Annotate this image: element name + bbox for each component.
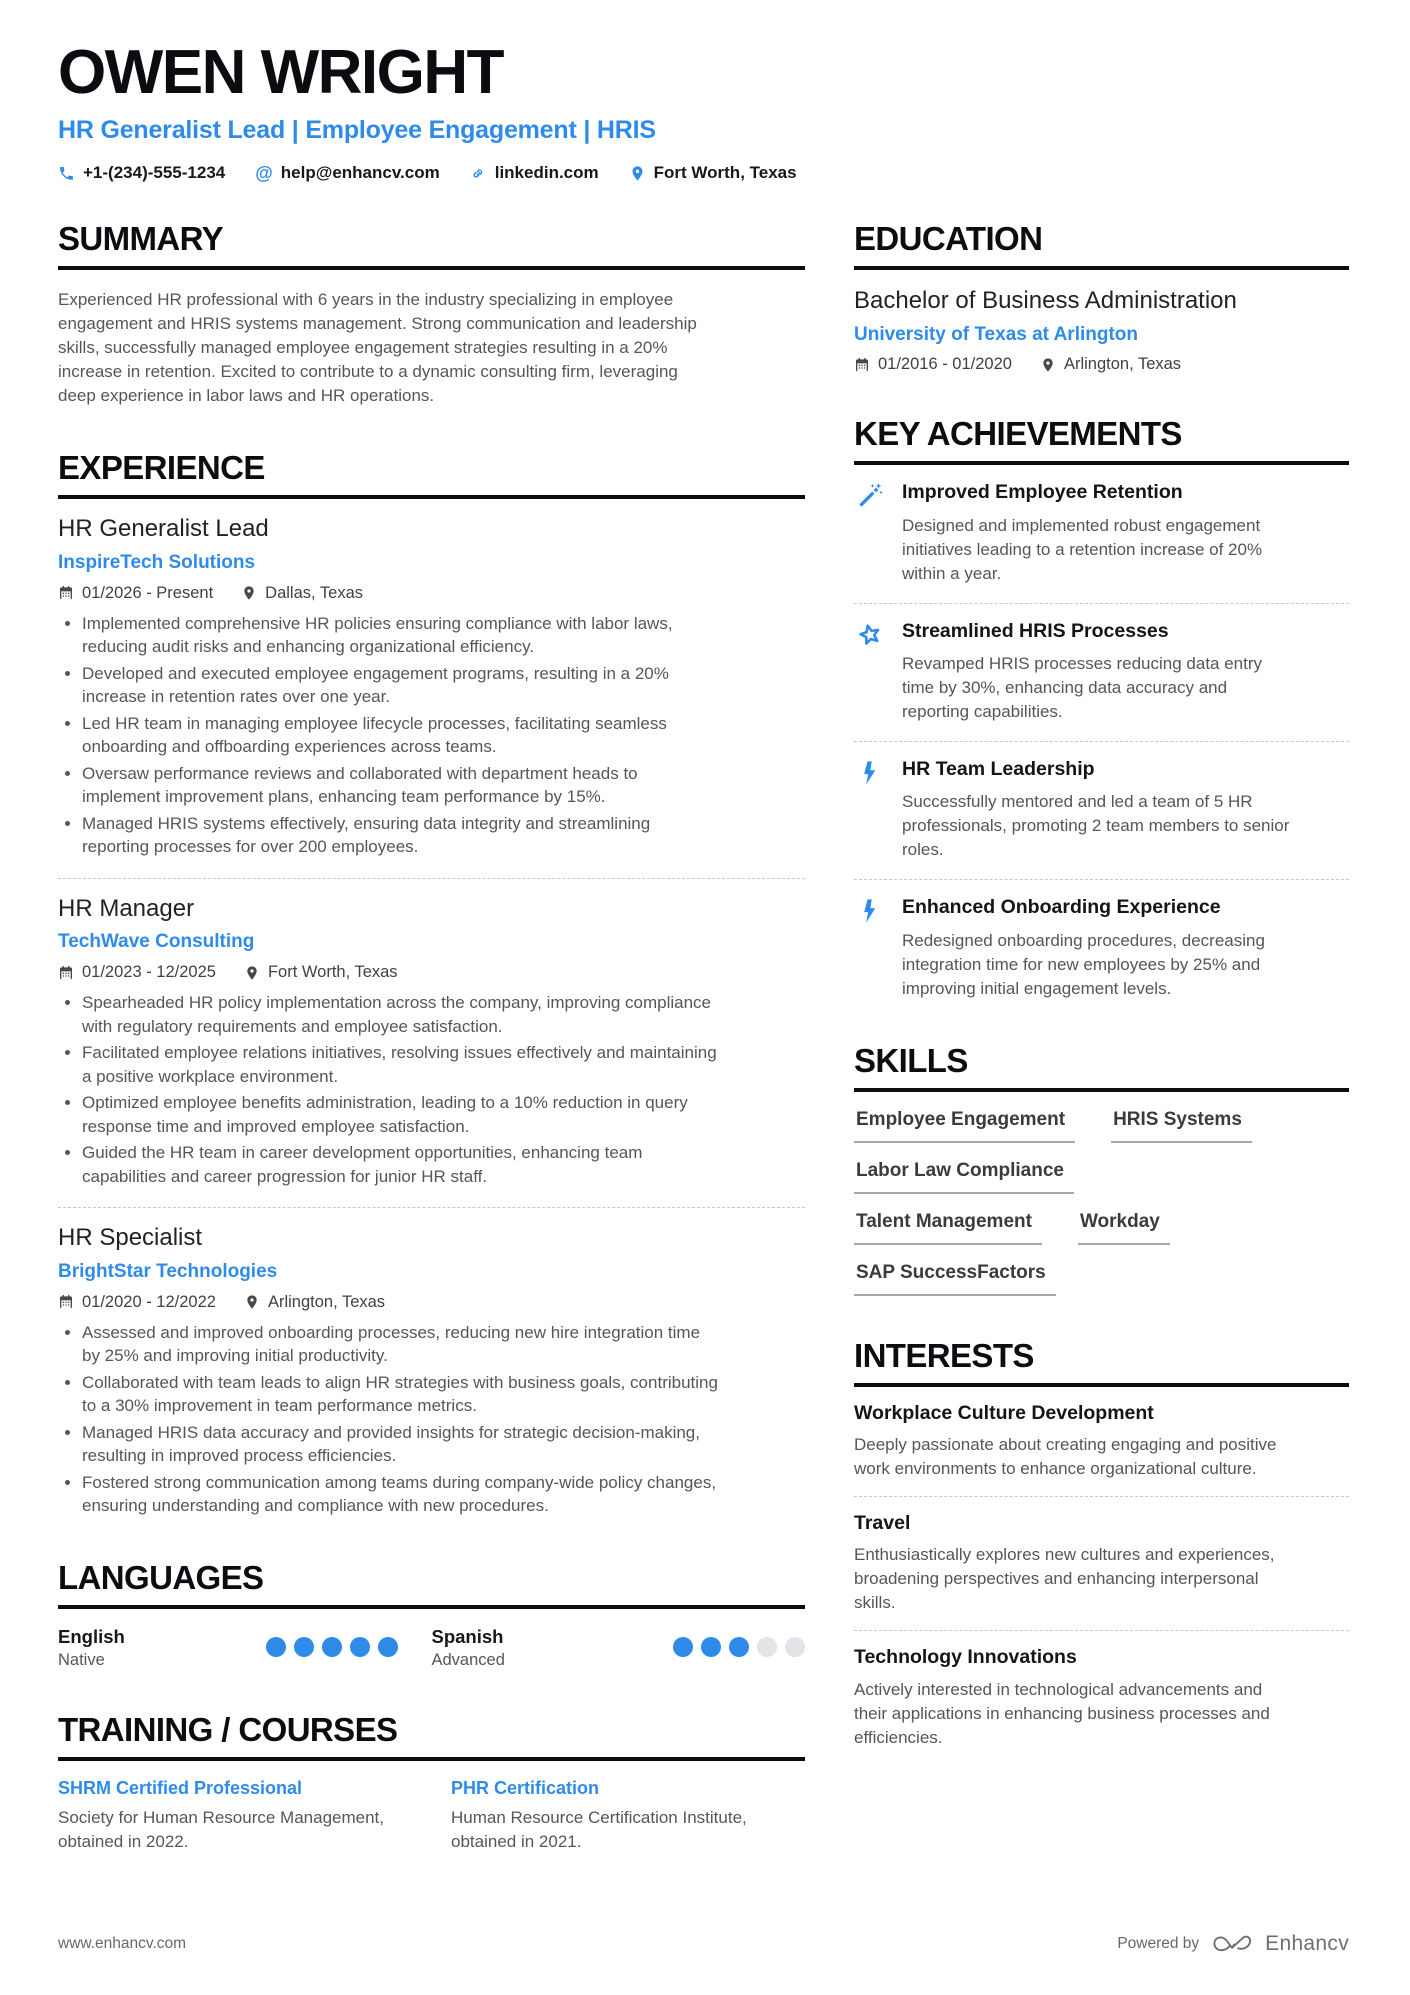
education-location (1040, 355, 1181, 374)
training-description: Society for Human Resource Management, obtained in 2022. (58, 1808, 384, 1852)
interest-description: Deeply passionate about creating engaging and positive work environments to enhance organizational culture. (854, 1434, 1277, 1478)
achievement-item (854, 880, 1349, 1000)
experience-list (58, 499, 805, 1518)
location-pin-icon (244, 965, 260, 981)
job-dates (58, 963, 216, 982)
candidate-title: HR Generalist Lead | Employee Engagement | HRIS (58, 116, 656, 144)
job-location (244, 1293, 385, 1312)
contact-item[interactable] (255, 163, 439, 183)
achievement-item (854, 604, 1349, 742)
contact-text: +1-(234)-555-1234 (83, 163, 226, 182)
interest-description: Enthusiastically explores new cultures and experiences, broadening perspectives and enhancing interpersonal skills. (854, 1545, 1275, 1613)
level-dot (378, 1637, 398, 1657)
job-company: BrightStar Technologies (58, 1260, 278, 1282)
interest-title: Workplace Culture Development (854, 1401, 1154, 1424)
bullet-item: Guided the HR team in career development opportunities, enhancing team capabilities and career progression for junior HR staff. (58, 1141, 718, 1188)
phone-icon (58, 165, 75, 182)
job-dates (58, 1293, 216, 1312)
interest-title: Travel (854, 1511, 911, 1534)
left-column (58, 185, 805, 1854)
achievement-description: Designed and implemented robust engagement initiatives leading to a retention increase of 20% within a year. (902, 515, 1263, 583)
languages-heading: LANGUAGES (58, 1560, 805, 1609)
bullet-item: Managed HRIS systems effectively, ensuring data integrity and streamlining reporting processes for over 200 employees. (58, 812, 718, 859)
education-meta (854, 355, 1349, 374)
star-icon (856, 621, 884, 654)
location-pin-icon (241, 585, 257, 601)
resume-body (58, 185, 1349, 1854)
powered-by-label: Powered by (1117, 1935, 1200, 1952)
contact-text: Fort Worth, Texas (653, 163, 797, 182)
languages-list (58, 1625, 805, 1670)
bullet-item: Spearheaded HR policy implementation across the company, improving compliance with regulatory requirements and employee satisfaction. (58, 991, 718, 1038)
job-dates (58, 584, 213, 603)
level-dot (757, 1637, 777, 1657)
bullet-item: Led HR team in managing employee lifecycle processes, facilitating seamless onboarding and offboarding experiences across teams. (58, 712, 718, 759)
contact-row (58, 163, 1349, 183)
right-column (854, 185, 1349, 1854)
interests-heading: INTERESTS (854, 1338, 1349, 1387)
level-dots (673, 1637, 805, 1657)
contact-item (629, 163, 797, 183)
experience-section (58, 450, 805, 1518)
bullet-item: Collaborated with team leads to align HR strategies with business goals, contributing to a 30% improvement in team performance metrics. (58, 1371, 718, 1418)
job-location-text: Arlington, Texas (267, 1292, 386, 1311)
resume-header (58, 38, 1349, 183)
contact-text: help@enhancv.com (280, 163, 440, 182)
language-label (58, 1625, 125, 1670)
summary-heading: SUMMARY (58, 221, 805, 270)
language-name: Spanish (431, 1625, 504, 1647)
skill-item: Workday (1078, 1211, 1170, 1245)
bullet-item: Optimized employee benefits administration, leading to a 10% reduction in query response time and improved employee satisfaction. (58, 1091, 718, 1138)
language-name: English (58, 1625, 125, 1647)
magic-wand-icon (856, 482, 884, 515)
achievements-list (854, 465, 1349, 1001)
interest-item (854, 1631, 1349, 1749)
achievement-title: HR Team Leadership (902, 757, 1095, 780)
candidate-name: OWEN WRIGHT (58, 38, 503, 107)
job-bullets (58, 612, 718, 859)
job-title: HR Manager (58, 894, 195, 922)
skill-item: HRIS Systems (1111, 1109, 1252, 1143)
link-icon (470, 165, 487, 182)
level-dot (785, 1637, 805, 1657)
lightning-icon (856, 897, 884, 930)
bullet-item: Fostered strong communication among teams during company-wide policy changes, ensuring understanding and compliance with new procedures. (58, 1471, 718, 1518)
skills-row (854, 1109, 1349, 1143)
level-dot (673, 1637, 693, 1657)
job-location-text: Fort Worth, Texas (267, 963, 398, 982)
skill-item: Employee Engagement (854, 1109, 1075, 1143)
page-footer (58, 1931, 1349, 1957)
job-company: InspireTech Solutions (58, 551, 256, 573)
location-pin-icon (1040, 357, 1056, 373)
achievements-heading: KEY ACHIEVEMENTS (854, 416, 1349, 465)
skills-row (854, 1211, 1349, 1245)
achievement-item (854, 465, 1349, 603)
interest-title: Technology Innovations (854, 1646, 1077, 1669)
job-meta (58, 1293, 805, 1312)
interest-item (854, 1387, 1349, 1497)
experience-heading: EXPERIENCE (58, 450, 805, 499)
interests-section (854, 1338, 1349, 1750)
level-dot (701, 1637, 721, 1657)
level-dot (729, 1637, 749, 1657)
skills-heading: SKILLS (854, 1043, 1349, 1092)
level-dot (266, 1637, 286, 1657)
bullet-item: Assessed and improved onboarding processes, reducing new hire integration time by 25% and improving initial productivity. (58, 1321, 718, 1368)
language-level: Native (58, 1650, 105, 1669)
language-item (432, 1625, 806, 1670)
language-level: Advanced (431, 1650, 505, 1669)
achievement-description: Revamped HRIS processes reducing data entry time by 30%, enhancing data accuracy and reporting capabilities. (902, 653, 1263, 721)
degree-title: Bachelor of Business Administration (854, 286, 1237, 314)
interest-item (854, 1497, 1349, 1631)
experience-entry (58, 879, 805, 1209)
job-title: HR Generalist Lead (58, 514, 269, 542)
interests-list (854, 1387, 1349, 1750)
calendar-icon (58, 585, 74, 601)
level-dot (294, 1637, 314, 1657)
achievements-section (854, 416, 1349, 1000)
bullet-item: Facilitated employee relations initiatives, resolving issues effectively and maintaining a positive workplace environment. (58, 1041, 718, 1088)
footer-website-link[interactable]: www.enhancv.com (58, 1935, 187, 1952)
skills-list (854, 1109, 1349, 1296)
education-dates-text: 01/2016 - 01/2020 (878, 355, 1012, 374)
job-location (244, 963, 398, 982)
at-icon: @ (255, 163, 273, 183)
calendar-icon (854, 357, 870, 373)
achievement-title: Enhanced Onboarding Experience (902, 896, 1221, 919)
job-dates-text: 01/2020 - 12/2022 (82, 1292, 216, 1311)
training-title: SHRM Certified Professional (58, 1777, 303, 1798)
achievement-title: Streamlined HRIS Processes (902, 619, 1169, 642)
summary-section (58, 221, 805, 408)
achievement-description: Successfully mentored and led a team of 5 HR professionals, promoting 2 team members to senior roles. (902, 792, 1290, 860)
training-heading: TRAINING / COURSES (58, 1712, 805, 1761)
skill-item: SAP SuccessFactors (854, 1262, 1056, 1296)
skills-row (854, 1160, 1349, 1194)
training-item (451, 1777, 804, 1854)
level-dots (266, 1637, 398, 1657)
achievement-title: Improved Employee Retention (902, 481, 1183, 504)
experience-entry (58, 1208, 805, 1518)
job-title: HR Specialist (58, 1224, 203, 1252)
level-dot (322, 1637, 342, 1657)
language-label (432, 1625, 505, 1670)
enhancv-logo-icon (1211, 1931, 1253, 1957)
job-bullets (58, 991, 718, 1188)
calendar-icon (58, 965, 74, 981)
contact-item[interactable] (470, 163, 599, 183)
skills-section (854, 1043, 1349, 1296)
training-title: PHR Certification (451, 1777, 600, 1798)
calendar-icon (58, 1294, 74, 1310)
experience-entry (58, 499, 805, 879)
skill-item: Talent Management (854, 1211, 1042, 1245)
training-list (58, 1777, 805, 1854)
job-meta (58, 963, 805, 982)
training-section (58, 1712, 805, 1854)
bullet-item: Implemented comprehensive HR policies ensuring compliance with labor laws, reducing audit risks and enhancing organizational efficiency. (58, 612, 718, 659)
education-dates (854, 355, 1012, 374)
job-dates-text: 01/2023 - 12/2025 (82, 963, 216, 982)
location-pin-icon (244, 1294, 260, 1310)
education-location-text: Arlington, Texas (1063, 355, 1182, 374)
language-item (58, 1625, 432, 1670)
languages-section (58, 1560, 805, 1670)
powered-by (1117, 1931, 1349, 1957)
education-heading: EDUCATION (854, 221, 1349, 270)
bullet-item: Managed HRIS data accuracy and provided insights for strategic decision-making, resulting in improved process efficiencies. (58, 1421, 718, 1468)
education-section (854, 221, 1349, 374)
training-description: Human Resource Certification Institute, obtained in 2021. (451, 1808, 747, 1852)
job-bullets (58, 1321, 718, 1518)
lightning-icon (856, 759, 884, 792)
skills-row (854, 1262, 1349, 1296)
job-meta (58, 584, 805, 603)
brand-name: Enhancv (1265, 1932, 1349, 1955)
contact-text: linkedin.com (494, 163, 599, 182)
job-dates-text: 01/2026 - Present (82, 583, 214, 602)
achievement-description: Redesigned onboarding procedures, decreasing integration time for new employees by 25% and improving initial engagement levels. (902, 930, 1265, 998)
location-pin-icon (629, 165, 646, 182)
bullet-item: Oversaw performance reviews and collaborated with department heads to implement improvement plans, enhancing team performance by 15%. (58, 762, 718, 809)
interest-description: Actively interested in technological advancements and their applications in enhancing business processes and efficiencies. (854, 1679, 1270, 1747)
job-location (241, 584, 363, 603)
summary-text: Experienced HR professional with 6 years in the industry specializing in employee engagement and HRIS systems management. Strong communication and leadership skills, successfully managed employee engagement strategies resulting in a 20% increase in retention. Excited to contribute to a dynamic consulting firm, leveraging deep experience in labor laws and HR operations. (58, 289, 697, 405)
job-location-text: Dallas, Texas (265, 583, 363, 602)
job-company: TechWave Consulting (58, 931, 255, 953)
level-dot (350, 1637, 370, 1657)
bullet-item: Developed and executed employee engagement programs, resulting in a 20% increase in retention rates over one year. (58, 662, 718, 709)
skill-item: Labor Law Compliance (854, 1160, 1074, 1194)
school-name: University of Texas at Arlington (854, 324, 1138, 346)
contact-item (58, 163, 225, 183)
achievement-item (854, 742, 1349, 880)
training-item (58, 1777, 411, 1854)
